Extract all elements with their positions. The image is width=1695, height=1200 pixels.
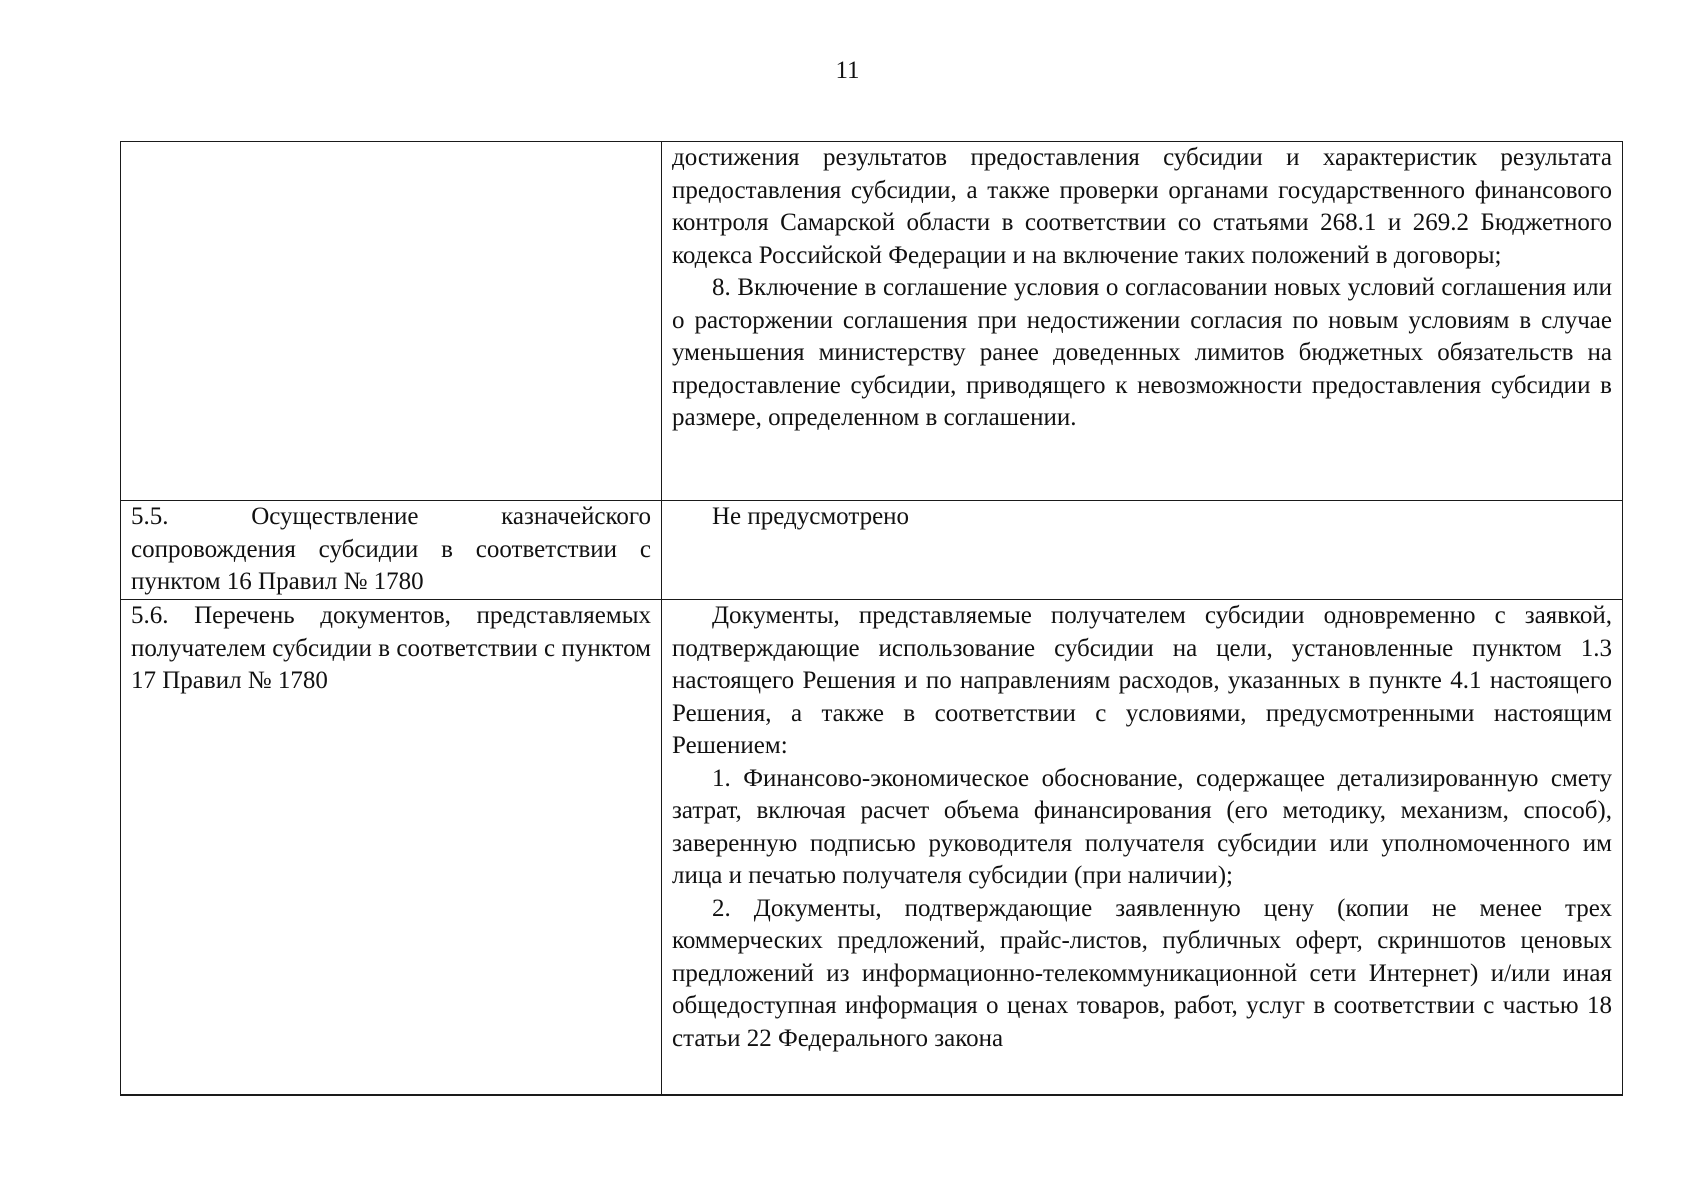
row-content-cell bbox=[662, 501, 1623, 600]
paragraph: 1. Финансово-экономическое обоснование, содержащее детализированную смету затрат, включая расчет объема финансирования (его методику, механизм, способ), заверенную подписью руководителя получателя субсидии или уполномоченного им лица и печатью получателя субсидии (при наличии); bbox=[672, 764, 1612, 889]
row-label: 5.6. Перечень документов, представляемых получателем субсидии в соответствии с пунктом 17 Правил № 1780 bbox=[131, 602, 651, 694]
row-content-cell bbox=[662, 600, 1623, 1096]
table-row bbox=[121, 142, 1623, 501]
paragraph: Не предусмотрено bbox=[712, 503, 910, 530]
paragraph: 8. Включение в соглашение условия о согласовании новых условий соглашения или о расторжении соглашения при недостижении согласия по новым условиям в случае уменьшения министерству ранее доведенных лимитов бюджетных обязательств на предоставление субсидии, приводящего к невозможности предоставления субсидии в размере, определенном в соглашении. bbox=[672, 274, 1612, 431]
table-row bbox=[121, 501, 1623, 600]
row-label-cell bbox=[121, 600, 662, 1096]
row-label-cell bbox=[121, 501, 662, 600]
row-label: 5.5. Осуществление казначейского сопровождения субсидии в соответствии с пунктом 16 Правил № 1780 bbox=[131, 503, 651, 595]
row-content-cell bbox=[662, 142, 1623, 501]
document-table bbox=[120, 141, 1623, 1096]
paragraph: 2. Документы, подтверждающие заявленную цену (копии не менее трех коммерческих предложений, прайс-листов, публичных оферт, скриншотов ценовых предложений из информационно-телекоммуникационной сети Интернет) и/или иная общедоступная информация о ценах товаров, работ, услуг в соответствии с частью 18 статьи 22 Федерального закона bbox=[672, 894, 1612, 1052]
paragraph: достижения результатов предоставления субсидии и характеристик результата предоставления субсидии, а также проверки органами государственного финансового контроля Самарской области в соответствии со статьями 268.1 и 269.2 Бюджетного кодекса Российской Федерации и на включение таких положений в договоры; bbox=[672, 144, 1612, 269]
table-row bbox=[121, 600, 1623, 1096]
page-number: 11 bbox=[835, 57, 860, 84]
row-label-cell bbox=[121, 142, 662, 501]
paragraph: Документы, представляемые получателем субсидии одновременно с заявкой, подтверждающие использование субсидии на цели, установленные пунктом 1.3 настоящего Решения и по направлениям расходов, указанных в пункте 4.1 настоящего Решения, а также в соответствии с условиями, предусмотренными настоящим Решением: bbox=[672, 602, 1612, 759]
